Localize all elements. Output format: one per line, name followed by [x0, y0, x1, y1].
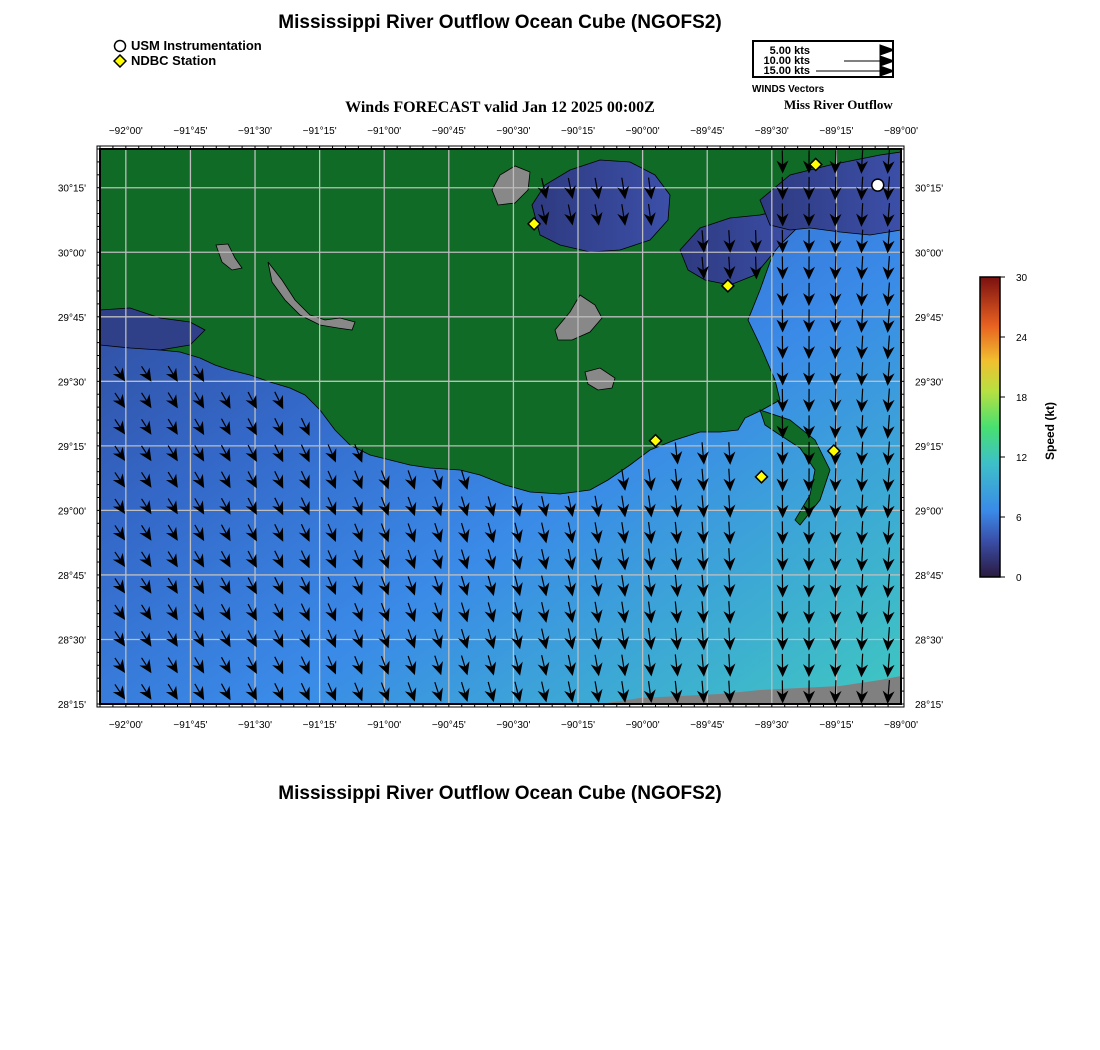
lat-label: 30°15' [57, 183, 86, 195]
lon-label: −92°00' [108, 720, 143, 731]
lon-labels-top [109, 126, 918, 137]
lat-label: 28°15' [57, 700, 86, 711]
lon-label: −92°00' [108, 126, 143, 137]
plot-title: Mississippi River Outflow Ocean Cube (NGOFS2) [278, 12, 722, 33]
lon-label: −90°30' [496, 126, 531, 137]
lon-label: −91°45' [173, 720, 208, 731]
lon-label: −89°30' [754, 720, 789, 731]
lat-label: 30°00' [915, 248, 944, 260]
lon-label: −91°00' [367, 126, 402, 137]
lat-label: 28°30' [915, 635, 944, 647]
colorbar-tick-label: 30 [1016, 273, 1028, 284]
lon-label: −91°30' [238, 720, 273, 731]
lat-labels-left [58, 184, 86, 711]
lon-label: −90°00' [625, 126, 660, 137]
legend-ndbc-label: NDBC Station [131, 53, 217, 68]
lon-label: −89°30' [754, 126, 789, 137]
lon-label: −91°00' [367, 720, 402, 731]
lon-label: −89°00' [884, 126, 918, 137]
lon-label: −89°00' [884, 720, 918, 731]
lat-label: 28°45' [915, 570, 944, 582]
lon-label: −89°15' [819, 126, 854, 137]
lat-labels-right [915, 184, 943, 711]
lat-label: 28°30' [57, 635, 86, 647]
lon-label: −89°45' [690, 126, 725, 137]
lat-label: 29°15' [57, 441, 86, 453]
lat-label: 29°00' [57, 506, 86, 518]
colorbar-ticks [1000, 273, 1028, 584]
forecast-title: Winds FORECAST valid Jan 12 2025 00:00Z [345, 99, 655, 116]
lat-label: 29°45' [57, 312, 86, 324]
lon-label: −90°15' [561, 720, 596, 731]
lon-label: −90°00' [625, 720, 660, 731]
lat-label: 29°45' [915, 312, 944, 324]
lat-label: 28°45' [57, 570, 86, 582]
lat-label: 29°15' [915, 441, 944, 453]
vector-key-label-15: 15.00 kts [763, 65, 810, 77]
lon-label: −90°45' [431, 720, 466, 731]
colorbar-tick-label: 0 [1016, 573, 1022, 584]
lat-label: 29°30' [915, 377, 944, 389]
lat-label: 29°30' [57, 377, 86, 389]
lat-label: 29°00' [915, 506, 944, 518]
vector-key-label-5: 5.00 kts [769, 45, 810, 57]
lat-label: 30°00' [57, 248, 86, 260]
colorbar-tick-label: 12 [1016, 453, 1028, 464]
plot-title-bottom: Mississippi River Outflow Ocean Cube (NGOFS2) [278, 783, 722, 804]
lon-label: −90°15' [561, 126, 596, 137]
lon-label: −91°30' [238, 126, 273, 137]
usm-station-icon [872, 179, 884, 191]
lon-label: −91°15' [302, 720, 337, 731]
colorbar-tick-label: 18 [1016, 393, 1028, 404]
lon-labels-bottom [109, 720, 918, 731]
lat-label: 30°15' [915, 183, 944, 195]
colorbar [980, 277, 1000, 577]
subtitle: Miss River Outflow [784, 97, 893, 112]
lon-label: −90°30' [496, 720, 531, 731]
colorbar-tick-label: 6 [1016, 513, 1022, 524]
legend-usm-label: USM Instrumentation [131, 38, 262, 53]
lon-label: −89°45' [690, 720, 725, 731]
vector-key-label-10: 10.00 kts [763, 55, 810, 67]
vector-key-caption: WINDS Vectors [752, 84, 825, 95]
lat-label: 28°15' [915, 700, 944, 711]
lon-label: −89°15' [819, 720, 854, 731]
lon-label: −91°15' [302, 126, 337, 137]
colorbar-tick-label: 24 [1016, 333, 1028, 344]
lon-label: −90°45' [431, 126, 466, 137]
lon-label: −91°45' [173, 126, 208, 137]
